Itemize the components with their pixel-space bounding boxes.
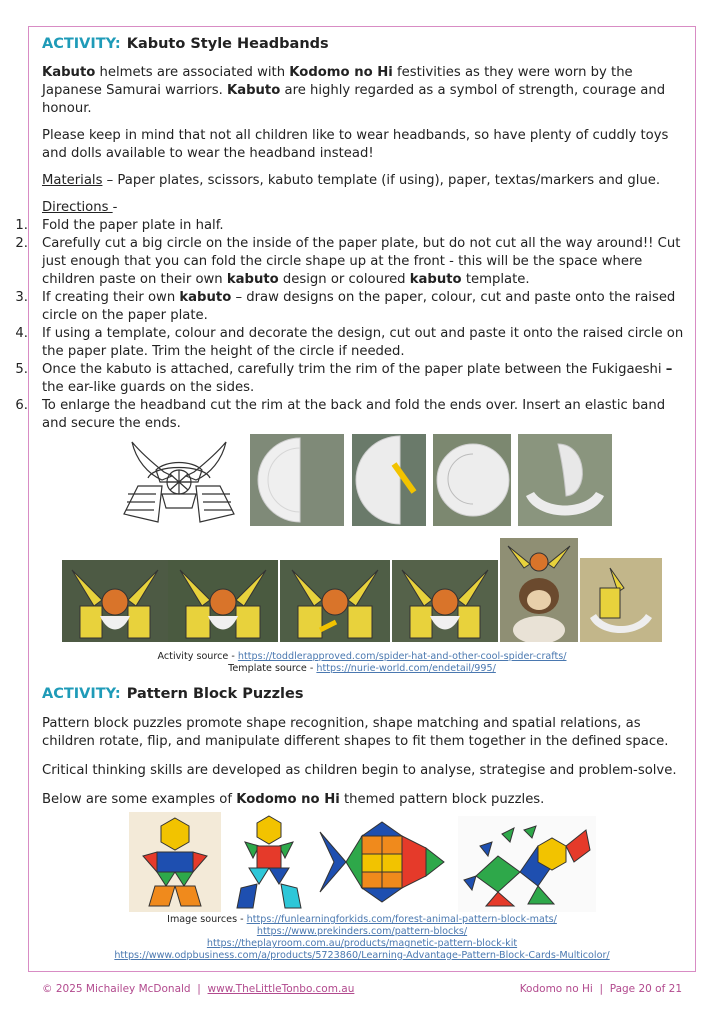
directions-list [15,217,687,433]
image-source-link-1[interactable]: https://funlearningforkids.com/forest-animal-pattern-block-mats/ [246,914,557,925]
image-sources-line-3 [42,938,682,950]
text-run: – draw designs on the paper, colour, cut and paste onto the raised circle on the paper plate. [42,290,676,323]
bold-term: Kabuto [226,83,281,98]
activity2-title: Pattern Block Puzzles [126,686,304,702]
footer-doc-title: Kodomo no Hi [519,983,593,995]
footer-website-link[interactable]: www.TheLittleTonbo.com.au [207,983,355,995]
activity1-heading [42,36,687,52]
activity2-examples [42,791,687,809]
bold-term: kabuto [226,272,279,287]
text-run: To enlarge the headband cut the rim at the back and fold the ends over. Insert an elastic band and secure the ends. [42,398,666,431]
text-run: template. [461,272,530,287]
bold-term: kabuto [179,290,232,305]
kabuto-photo-3 [280,560,390,642]
pattern-puzzle-dragon [458,816,596,912]
step-number: 1. [15,218,28,233]
kabuto-photo-1 [62,560,168,642]
text-run: design or coloured [278,272,410,287]
footer-copyright: © 2025 Michailey McDonald [42,983,191,995]
kabuto-template-drawing [118,434,240,526]
text-run: If creating their own [42,290,180,305]
activity2-label: ACTIVITY: [42,686,121,702]
activity1-title: Kabuto Style Headbands [126,36,329,52]
image-sources-line-1 [42,914,682,926]
direction-step [10,397,687,433]
text-run: themed pattern block puzzles. [339,792,545,807]
footer-separator-2: | [599,983,604,995]
activity1-sources [42,651,682,675]
text-run: the ear-like guards on the sides. [42,380,255,395]
activity1-note: Please keep in mind that not all children like to wear headbands, so have plenty of cuddly toys and dolls available to wear the headband instead! [42,128,669,161]
direction-step [10,361,687,397]
step-number: 2. [15,236,28,251]
bold-term: kabuto [409,272,462,287]
page-content [15,34,687,433]
activity2-sources [42,914,682,962]
kabuto-photo-2 [168,560,278,642]
plate-photo-raised [518,434,612,526]
materials-line [42,172,687,190]
kabuto-side-view-photo [580,558,662,642]
activity-source-link[interactable]: https://toddlerapproved.com/spider-hat-and-other-cool-spider-crafts/ [237,651,567,662]
activity2-heading [42,686,687,702]
activity1-label: ACTIVITY: [42,36,121,52]
image-sources-line-4 [42,950,682,962]
pattern-puzzle-figure-1 [129,812,221,912]
activity-source-label: Activity source - [157,651,238,662]
image-sources-label: Image sources - [167,914,247,925]
pattern-puzzle-figure-2 [229,812,309,912]
pattern-puzzle-fish [316,818,450,906]
plate-photo-folded [250,434,344,526]
materials-text: – Paper plates, scissors, kabuto template (if using), paper, textas/markers and glue. [102,173,661,188]
directions-label: Directions [42,200,113,215]
footer-right [520,983,682,995]
activity2-skills: Critical thinking skills are developed as children begin to analyse, strategise and problem-solve. [42,763,677,778]
direction-step [10,217,687,235]
image-source-link-2[interactable]: https://www.prekinders.com/pattern-blocks/ [256,926,468,937]
footer-page-number: Page 20 of 21 [609,983,682,995]
directions-suffix: - [112,200,118,215]
bold-term: Kodomo no Hi [236,792,340,807]
monkey-toy-wearing-kabuto-photo [500,538,578,642]
text-run: If using a template, colour and decorate the design, cut out and paste it onto the raised circle on the paper plate. Trim the height of the circle if needed. [42,326,684,359]
direction-step [10,289,687,325]
direction-step [10,235,687,289]
activity-source-line [42,651,682,663]
text-run: Fold the paper plate in half. [42,218,224,233]
step-number: 3. [15,290,28,305]
plate-photo-cutting [352,434,426,526]
activity2-intro: Pattern block puzzles promote shape recognition, shape matching and spatial relations, as children rotate, flip, and manipulate different shapes to fit them together in the defined space. [42,716,669,749]
text-run: festivities as they were worn by the Japanese Samurai warriors. [42,65,633,98]
template-source-link[interactable]: https://nurie-world.com/endetail/995/ [316,663,496,674]
bold-term: Kabuto [42,65,96,80]
footer-separator: | [197,983,201,995]
text-run: Carefully cut a big circle on the inside of the paper plate, but do not cut all the way around!! Cut just enough that you can fold the circle shape up at the front - this will be the space where children paste on their own [42,236,681,287]
direction-step [10,325,687,361]
step-number: 4. [15,326,28,341]
image-sources-line-2 [42,926,682,938]
template-source-label: Template source - [228,663,317,674]
materials-label: Materials [42,173,103,188]
text-run: helmets are associated with [95,65,290,80]
text-run: Once the kabuto is attached, carefully trim the rim of the paper plate between the Fukigaeshi [42,362,666,377]
template-source-line [42,663,682,675]
step-number: 5. [15,362,28,377]
image-source-link-4[interactable]: https://www.odpbusiness.com/a/products/5723860/Learning-Advantage-Pattern-Block-Cards-Multicolor/ [114,950,610,961]
footer-left [42,983,354,995]
activity2-section [42,686,687,809]
text-run: are highly regarded as a symbol of strength, courage and honour. [42,83,666,116]
image-source-link-3[interactable]: https://theplayroom.com.au/products/magnetic-pattern-block-kit [206,938,518,949]
bold-term: – [665,362,673,377]
directions-heading [42,199,687,217]
bold-term: Kodomo no Hi [289,65,393,80]
activity1-intro [42,64,687,118]
text-run: Below are some examples of [42,792,237,807]
kabuto-photo-4 [392,560,498,642]
step-number: 6. [15,398,28,413]
plate-photo-circle [433,434,511,526]
